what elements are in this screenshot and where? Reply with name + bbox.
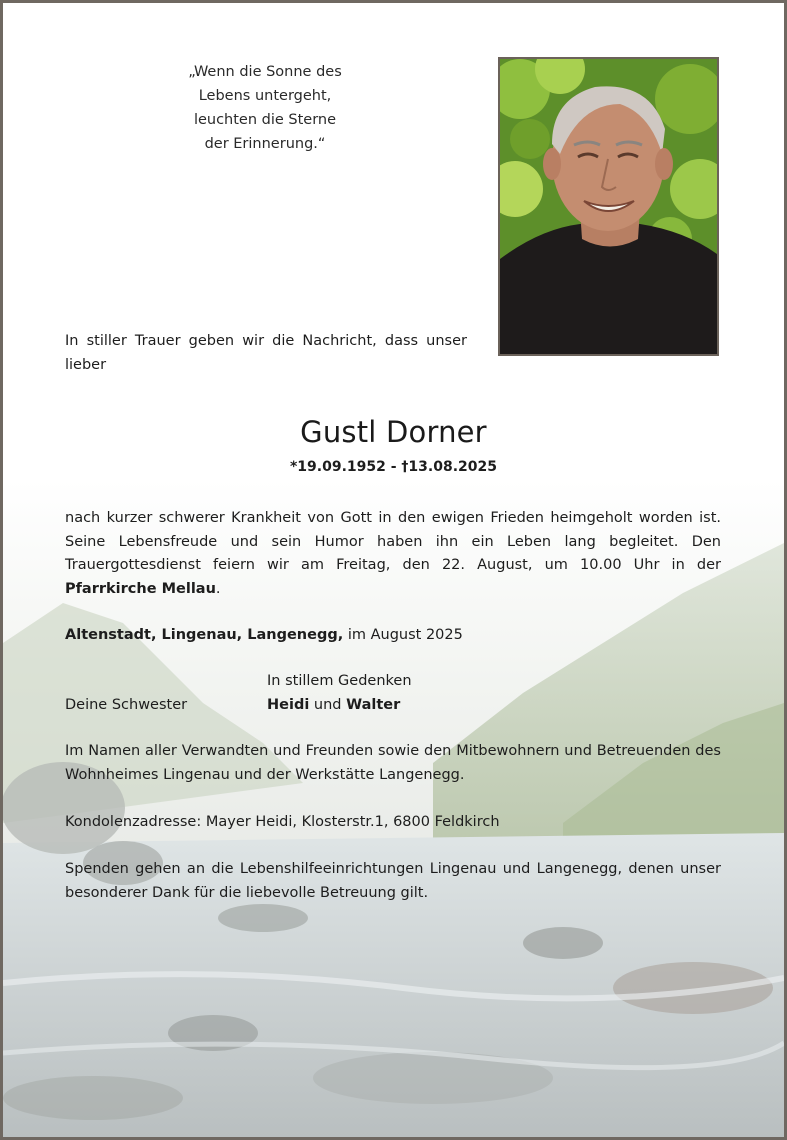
location-date-line	[65, 624, 463, 648]
mourners-heading: In stillem Gedenken	[267, 673, 412, 689]
quote-line: Lebens untergeht,	[198, 88, 332, 104]
memorial-quote	[165, 60, 365, 156]
names-connector: und	[309, 696, 347, 713]
announcement-text: nach kurzer schwerer Krankheit von Gott in den ewigen Frieden heimgeholt worden ist. Seine Lebensfreude und sein Humor haben ihn ein Leben lang begleitet. Den Trauergottesdienst feiern wir am Freitag, den 22. August, um 10.00 Uhr in der	[65, 510, 721, 573]
places: Altenstadt, Lingenau, Langenegg,	[65, 627, 344, 643]
church-name: Pfarrkirche Mellau	[65, 580, 216, 597]
condolence-address: Kondolenzadresse: Mayer Heidi, Klosterstr.1, 6800 Feldkirch	[65, 814, 500, 830]
announcement-paragraph	[65, 507, 721, 601]
mourner-names	[267, 694, 412, 718]
mourner-name-1: Heidi	[267, 696, 310, 713]
portrait-photo	[498, 57, 719, 356]
mourner-name-2: Walter	[346, 696, 401, 713]
life-dates: *19.09.1952 - †13.08.2025	[289, 459, 497, 475]
donations-note: Spenden gehen an die Lebenshilfeeinrichtungen Lingenau und Langenegg, denen unser besonderer Dank für die liebevolle Betreuung gilt.	[65, 861, 721, 901]
mourner-relation: Deine Schwester	[65, 697, 188, 713]
relatives-thanks: Im Namen aller Verwandten und Freunden sowie den Mitbewohnern und Betreuenden des Wohnheimes Lingenau und der Werkstätte Langenegg.	[65, 743, 721, 783]
quote-line: leuchten die Sterne	[193, 112, 337, 128]
announcement-end: .	[215, 580, 221, 597]
deceased-name: Gustl Dorner	[300, 415, 487, 449]
quote-line: „Wenn die Sonne des	[188, 64, 342, 80]
portrait-image	[500, 59, 717, 354]
mourners-block	[267, 670, 412, 717]
intro-text: In stiller Trauer geben wir die Nachricht, dass unser lieber	[65, 333, 467, 373]
month-year: im August 2025	[343, 627, 463, 643]
quote-line: der Erinnerung.“	[204, 136, 326, 152]
